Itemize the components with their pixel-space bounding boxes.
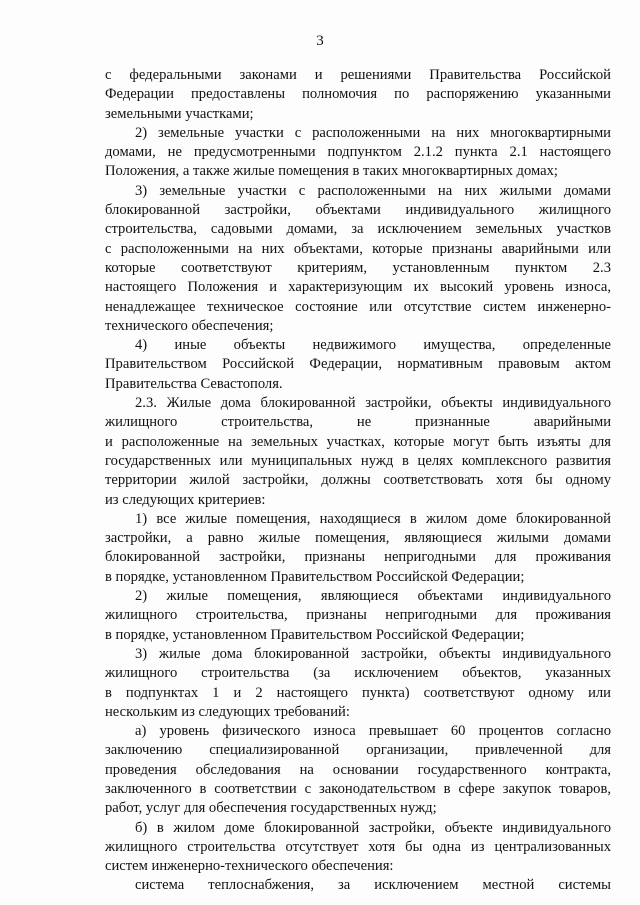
paragraph-7-line: в порядке, установленном Правительством Российской Федерации; <box>105 626 525 643</box>
paragraph-8-line: 3) жилые дома блокированной застройки, объекты индивидуального <box>135 645 611 662</box>
paragraph-2-line: домами, не предусмотренными подпунктом 2.1.2 пункта 2.1 настоящего <box>105 144 611 161</box>
paragraph-4-line: 4) иные объекты недвижимого имущества, определенные <box>135 337 611 354</box>
paragraph-5-line: жилищного строительства, не признанные аварийными <box>105 414 611 431</box>
paragraph-9-line: проведения обследования на основании государственного контракта, <box>105 761 611 778</box>
paragraph-4-line: Правительством Российской Федерации, нормативным правовым актом <box>105 356 611 373</box>
paragraph-8-line: нескольким из следующих требований: <box>105 703 350 720</box>
paragraph-3-line: технического обеспечения; <box>105 317 274 334</box>
document-body <box>105 66 611 896</box>
paragraph-8-line: в подпунктах 1 и 2 настоящего пункта) соответствуют одному или <box>105 684 611 701</box>
paragraph-3-line: с расположенными на них объектами, которые признаны аварийными или <box>105 240 611 257</box>
paragraph-3-line: строительства, садовыми домами, за исключением земельных участков <box>105 221 611 238</box>
paragraph-5-line: и расположенные на земельных участках, которые могут быть изъяты для <box>105 433 611 450</box>
paragraph-5-line: территории жилой застройки, должны соответствовать хотя бы одному <box>105 472 611 489</box>
paragraph-3-line: которые соответствуют критериям, установленным пунктом 2.3 <box>105 259 611 276</box>
paragraph-4-line: Правительства Севастополя. <box>105 375 283 392</box>
paragraph-10-line: жилищного строительства отсутствует хотя бы одна из централизованных <box>105 838 611 855</box>
paragraph-9-line: а) уровень физического износа превышает 60 процентов согласно <box>135 723 611 740</box>
paragraph-10-line: систем инженерно-технического обеспечения: <box>105 858 394 875</box>
paragraph-3-line: настоящего Положения и характеризующим их высокий уровень износа, <box>105 279 611 296</box>
paragraph-2-line: Положения, а также жилые помещения в таких многоквартирных домах; <box>105 163 558 180</box>
paragraph-6-line: застройки, а равно жилые помещения, являющиеся жилыми домами <box>105 530 611 547</box>
paragraph-1-line: земельными участками; <box>105 105 254 122</box>
paragraph-11-line: система теплоснабжения, за исключением местной системы <box>135 877 611 894</box>
paragraph-3-line: 3) земельные участки с расположенными на них жилыми домами <box>135 182 611 199</box>
paragraph-6-line: блокированной застройки, признаны непригодными для проживания <box>105 549 611 566</box>
paragraph-1-line: Федерации предоставлены полномочия по распоряжению указанными <box>105 86 611 103</box>
paragraph-9-line: заключению специализированной организации, привлеченной для <box>105 742 611 759</box>
paragraph-7-line: жилищного строительства, признаны непригодными для проживания <box>105 607 611 624</box>
paragraph-5-line: из следующих критериев: <box>105 491 266 508</box>
paragraph-5-line: 2.3. Жилые дома блокированной застройки, объекты индивидуального <box>135 395 611 412</box>
paragraph-2-line: 2) земельные участки с расположенными на них многоквартирными <box>135 124 611 141</box>
paragraph-9-line: заключенного в соответствии с законодательством в сфере закупок товаров, <box>105 780 611 797</box>
paragraph-6-line: в порядке, установленном Правительством Российской Федерации; <box>105 568 525 585</box>
paragraph-1-line: с федеральными законами и решениями Правительства Российской <box>105 67 611 83</box>
paragraph-5-line: государственных или муниципальных нужд в целях комплексного развития <box>105 452 611 469</box>
paragraph-3-line: блокированной застройки, объектами индивидуального жилищного <box>105 202 611 219</box>
paragraph-7-line: 2) жилые помещения, являющиеся объектами индивидуального <box>135 588 611 605</box>
paragraph-6-line: 1) все жилые помещения, находящиеся в жилом доме блокированной <box>135 510 611 527</box>
paragraph-10-line: б) в жилом доме блокированной застройки, объекте индивидуального <box>135 819 611 836</box>
paragraph-8-line: жилищного строительства (за исключением объектов, указанных <box>105 665 611 682</box>
page-number: 3 <box>316 33 324 49</box>
paragraph-3-line: ненадлежащее техническое состояние или отсутствие систем инженерно- <box>105 298 611 315</box>
paragraph-9-line: работ, услуг для обеспечения государственных нужд; <box>105 800 437 817</box>
